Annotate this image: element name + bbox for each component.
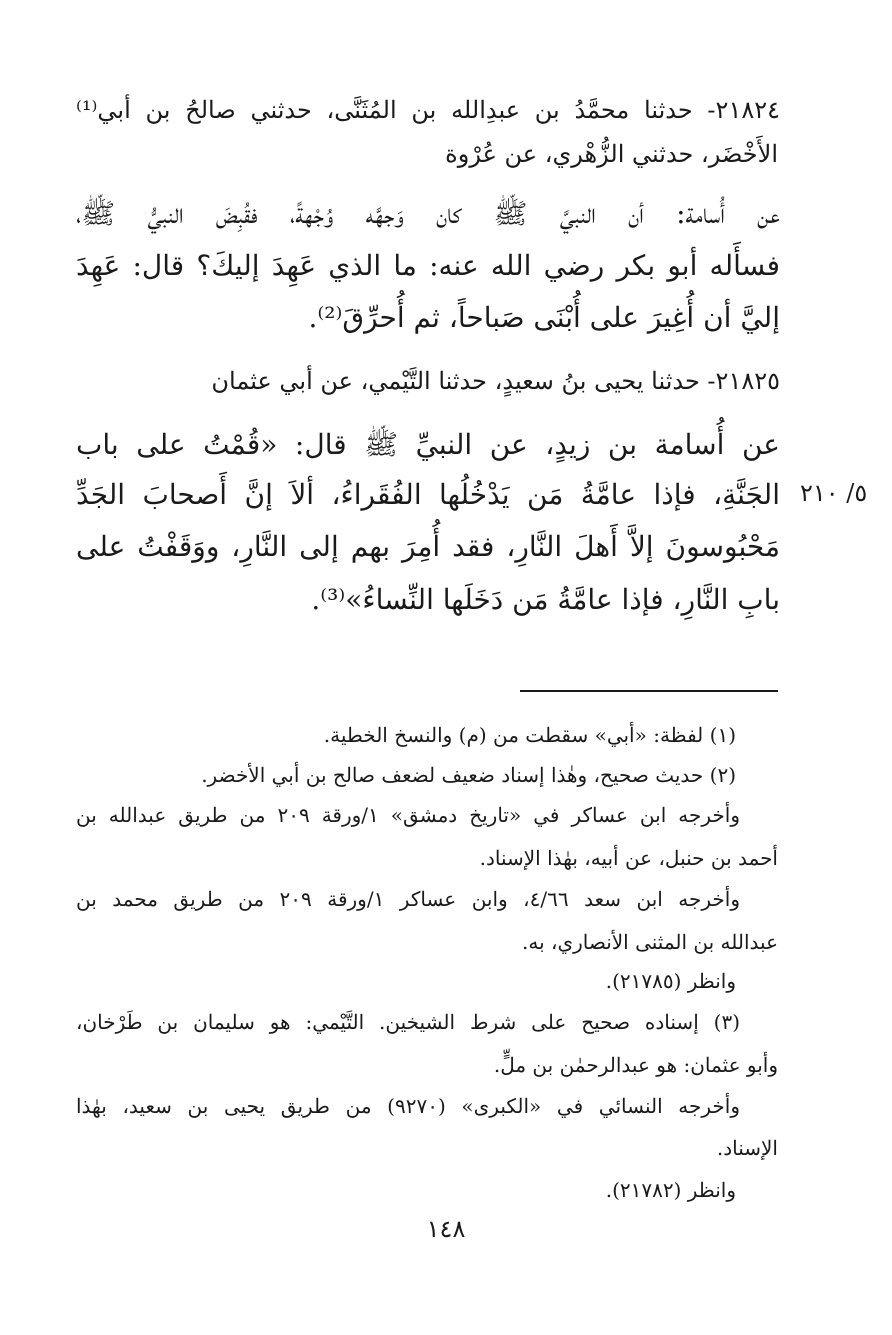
footnote-separator bbox=[520, 690, 778, 692]
footnote-1: (١) لفظة: «أبي» سقطت من (م) والنسخ الخطية. bbox=[323, 723, 736, 747]
hadith-21824-chain-line-2: الأَخْضَر، حدثني الزُّهْري، عن عُرْوة bbox=[445, 140, 778, 168]
footnote-2-line-6: وانظر (٢١٧٨٥). bbox=[605, 969, 736, 993]
hadith-21825-chain-line: ٢١٨٢٥- حدثنا يحيى بنُ سعيدٍ، حدثنا التَّيْمي، عن أبي عثمان bbox=[211, 367, 780, 395]
footnote-3-line-4: الإسناد. bbox=[716, 1136, 778, 1160]
footnote-3-line-1: (٣) إسناده صحيح على شرط الشيخين. التَّيْمي: هو سليمان بن طَرْخان، bbox=[76, 1010, 740, 1034]
margin-reference: ٥/ ٢١٠ bbox=[800, 479, 868, 507]
hadith-21824-text-line-1: عن أُسامة: أن النبيَّ ﷺ كان وَجهَّه وُجْهةً، فقُبِضَ النبيُّ ﷺ، bbox=[76, 197, 780, 230]
hadith-21825-text-line-1: عن أُسامة بن زيدٍ، عن النبيِّ ﷺ قال: «قُمْتُ على باب bbox=[76, 428, 780, 461]
hadith-21824-text-line-3: إليَّ أن أُغِيرَ على أُبْنَى صَباحاً، ثم أُحرِّقَ⁽²⁾. bbox=[308, 301, 780, 334]
hadith-21824-chain-line-1: ٢١٨٢٤- حدثنا محمَّدُ بن عبدِالله بن المُثَنَّى، حدثني صالحُ بن أبي⁽¹⁾ bbox=[76, 96, 780, 124]
footnote-2-line-3: أحمد بن حنبل، عن أبيه، بهٰذا الإسناد. bbox=[479, 846, 778, 870]
footnote-3-line-2: وأبو عثمان: هو عبدالرحمٰن بن ملٍّ. bbox=[493, 1053, 778, 1077]
footnote-3-line-5: وانظر (٢١٧٨٢). bbox=[605, 1178, 736, 1202]
footnote-2-line-1: (٢) حديث صحيح، وهٰذا إسناد ضعيف لضعف صالح بن أبي الأخضر. bbox=[201, 763, 736, 787]
footnote-3-line-3: وأخرجه النسائي في «الكبرى» (٩٢٧٠) من طريق يحيى بن سعيد، بهٰذا bbox=[76, 1094, 740, 1118]
hadith-21825-text-line-3: مَحْبُوسونَ إلاَّ أَهلَ النَّارِ، فقد أُمِرَ بهم إلى النَّارِ، ووَقَفْتُ على bbox=[76, 530, 780, 563]
footnote-2-line-5: عبدالله بن المثنى الأنصاري، به. bbox=[521, 930, 778, 954]
hadith-21824-text-line-2: فسأَله أبو بكر رضي الله عنه: ما الذي عَهِدَ إليكَ؟ قال: عَهِدَ bbox=[76, 249, 780, 282]
footnote-2-line-2: وأخرجه ابن عساكر في «تاريخ دمشق» ١/ورقة ٢٠٩ من طريق عبدالله بن bbox=[76, 803, 740, 827]
page-number: ١٤٨ bbox=[426, 1215, 466, 1243]
hadith-21825-text-line-4: بابِ النَّارِ، فإذا عامَّةُ مَن دَخَلَها النِّساءُ»⁽³⁾. bbox=[311, 583, 780, 616]
footnote-2-line-4: وأخرجه ابن سعد ٤/٦٦، وابن عساكر ١/ورقة ٢٠٩ من طريق محمد بن bbox=[76, 887, 741, 911]
hadith-21825-text-line-2: الجَنَّةِ، فإذا عامَّةُ مَن يَدْخُلُها الفُقَراءُ، ألاَ إنَّ أَصحابَ الجَدِّ bbox=[76, 478, 780, 511]
